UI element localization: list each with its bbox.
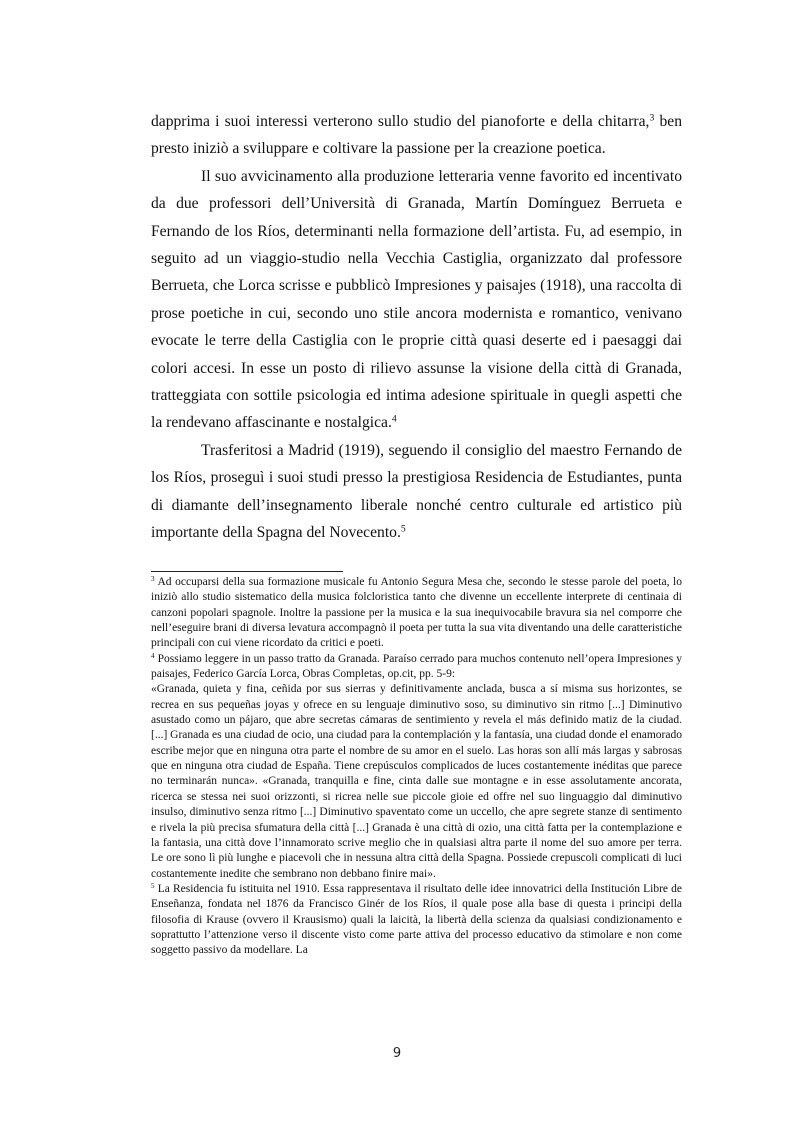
paragraph-2-text: Il suo avvicinamento alla produzione letteraria venne favorito ed incentivato da due professori dell’Università di Granada, Martín Domínguez Berrueta e Fernando de los Ríos, determinanti nella formazione dell’artista. Fu, ad esempio, in seguito ad un viaggio-studio nella Vecchia Castiglia, organizzato dal professore Berrueta, che Lorca scrisse e pubblicò Impresiones y paisajes (1918), una raccolta di prose poetiche in cui, secondo uno stile ancora modernista e romantico, venivano evocate le terre della Castiglia con le proprie città quasi deserte ed i paesaggi dai colori accesi. In esse un posto di rilievo assunse la visione della città di Granada, tratteggiata con sottile psicologia ed intima adesione spirituale in quegli aspetti che la rendevano affascinante e nostalgica. <box>151 167 682 432</box>
paragraph-1-text-cont: ben presto iniziò a sviluppare e coltivare la passione per la creazione poetica. <box>151 113 682 158</box>
footnote-4-quote: «Granada, quieta y fina, ceñida por sus sierras y definitivamente anclada, busca a sí misma sus horizontes, se recrea en sus pequeñas joyas y ofrece en su lenguaje diminutivo soso, su diminutivo sin ritmo [...] Diminutivo asustado como un pájaro, que abre secretas cámaras de sentimiento y revela el más definido matiz de la ciudad. [...] Granada es una ciudad de ocio, una ciudad para la contemplación y la fantasía, una ciudad donde el enamorado escribe mejor que en ninguna otra parte el nombre de su amor en el suelo. Las horas son allí más largas y sabrosas que en ninguna otra ciudad de España. Tiene crepúsculos complicados de luces costantemente inéditas que parece no terminarán nunca». «Granada, tranquilla e fine, cinta dalle sue montagne e in esse assolutamente ancorata, ricerca se stessa nei suoi orizzonti, si ricrea nelle sue piccole gioie ed offre nel suo linguaggio dal diminutivo insulso, diminutivo senza ritmo [...] Diminutivo spaventato come un uccello, che apre segrete stanze di sentimento e rivela la più precisa sfumatura della città [...] Granada è una città di ozio, una città fatta per la contemplazione e la fantasia, una città dove l’innamorato scrive meglio che in qualsiasi altra parte il nome del suo amore per terra. Le ore sono lì più lunghe e piacevoli che in nessuna altra città della Spagna. Possiede crepuscoli complicati di luci costantemente inedite che sembrano non debbano finire mai». <box>151 683 682 880</box>
footnote-text: Possiamo leggere in un passo tratto da Granada. Paraíso cerrado para muchos contenuto nell’opera Impresiones y paisajes, Federico García Lorca, Obras Completas, op.cit, pp. 5-9: <box>151 652 682 681</box>
footnote-number: 4 <box>151 651 155 660</box>
footnote-3 <box>151 575 682 652</box>
paragraph-3 <box>151 437 682 547</box>
main-text <box>151 108 682 547</box>
footnote-4 <box>151 652 682 683</box>
footnote-ref-5: 5 <box>400 523 406 535</box>
footnote-number: 3 <box>151 575 155 584</box>
paragraph-3-text: Trasferitosi a Madrid (1919), seguendo il consiglio del maestro Fernando de los Ríos, proseguì i suoi studi presso la prestigiosa Residencia de Estudiantes, punta di diamante dell’insegnamento liberale nonché centro culturale ed artistico più importante della Spagna del Novecento. <box>151 441 682 542</box>
footnote-separator <box>151 571 343 572</box>
footnote-ref-4: 4 <box>391 414 397 426</box>
footnote-ref-3: 3 <box>649 112 655 124</box>
footnote-text: Ad occuparsi della sua formazione musicale fu Antonio Segura Mesa che, secondo le stesse parole del poeta, lo iniziò allo studio sistematico della musica folcloristica tanto che divenne un eccellente interprete di centinaia di canzoni popolari spagnole. Inoltre la passione per la musica e la sua inequivocabile bravura sia nel comporre che nell’eseguire brani di diversa levatura accompagnò il poeta per tutta la sua vita diventando una delle caratteristiche principali con cui viene ricordato da critici e poeti. <box>151 576 682 650</box>
footnote-text: La Residencia fu istituita nel 1910. Essa rappresentava il risultato delle idee innovatrici della Institución Libre de Enseñanza, fondata nel 1876 da Francisco Ginér de los Ríos, il quale pose alla base di questa i principi della filosofia di Krause (ovvero il Krausismo) quali la laicità, la libertà della scienza da qualsiasi condizionamento e soprattutto l’attenzione verso il discente visto come parte attiva del processo educativo da stimolare e non come soggetto passivo da modellare. La <box>151 882 682 957</box>
paragraph-1-text: dapprima i suoi interessi verterono sullo studio del pianoforte e della chitarra, <box>151 113 650 130</box>
footnote-number: 5 <box>151 881 155 890</box>
footnotes <box>151 575 682 959</box>
paragraph-2 <box>151 163 682 437</box>
page-number: 9 <box>392 1046 402 1061</box>
paragraph-1 <box>151 108 682 163</box>
footnote-5 <box>151 882 682 959</box>
